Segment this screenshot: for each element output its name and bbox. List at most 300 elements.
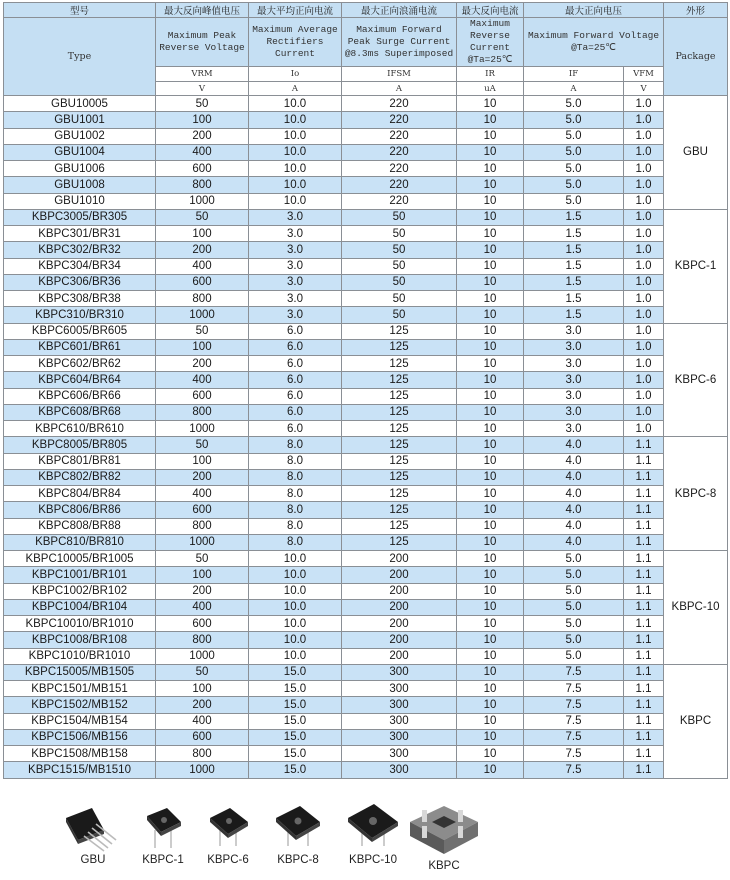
cell-io: 10.0: [249, 193, 342, 209]
package-kbpc: [402, 800, 486, 872]
cell-io: 8.0: [249, 518, 342, 534]
cell-if: 5.0: [524, 112, 624, 128]
cell-io: 3.0: [249, 274, 342, 290]
cell-vfm: 1.1: [624, 534, 664, 550]
table-row: [4, 534, 728, 550]
cell-vrm: 100: [156, 567, 249, 583]
cell-type: KBPC1010/BR1010: [4, 648, 156, 664]
table-row: [4, 161, 728, 177]
cell-if: 5.0: [524, 583, 624, 599]
cell-vfm: 1.0: [624, 372, 664, 388]
cell-ir: 10: [457, 404, 524, 420]
cell-ifsm: 200: [342, 616, 457, 632]
cell-type: KBPC1502/MB152: [4, 697, 156, 713]
cell-vrm: 1000: [156, 307, 249, 323]
cell-vrm: 200: [156, 469, 249, 485]
table-row: [4, 193, 728, 209]
package-kbpc-6: [198, 800, 258, 866]
table-row: [4, 551, 728, 567]
cell-ir: 10: [457, 534, 524, 550]
cell-if: 5.0: [524, 96, 624, 112]
spec-table: [3, 2, 728, 779]
cell-vrm: 200: [156, 242, 249, 258]
cell-if: 7.5: [524, 681, 624, 697]
cell-ifsm: 125: [342, 469, 457, 485]
cell-ir: 10: [457, 209, 524, 225]
cell-if: 1.5: [524, 209, 624, 225]
cell-ir: 10: [457, 177, 524, 193]
symbol-vfm: VFM: [624, 67, 664, 82]
cell-io: 10.0: [249, 112, 342, 128]
cell-vrm: 800: [156, 404, 249, 420]
table-row: [4, 648, 728, 664]
cell-type: KBPC306/BR36: [4, 274, 156, 290]
cell-type: KBPC6005/BR605: [4, 323, 156, 339]
table-row: [4, 323, 728, 339]
cell-vfm: 1.1: [624, 518, 664, 534]
cell-ifsm: 50: [342, 242, 457, 258]
package-label-kbpc: KBPC: [428, 860, 460, 872]
header-cn-ifsm: 最大正向浪涌电流: [342, 3, 457, 18]
cell-if: 3.0: [524, 372, 624, 388]
table-row: [4, 616, 728, 632]
cell-vrm: 200: [156, 697, 249, 713]
cell-ir: 10: [457, 762, 524, 778]
cell-if: 5.0: [524, 177, 624, 193]
cell-ir: 10: [457, 193, 524, 209]
cell-vrm: 100: [156, 226, 249, 242]
cell-type: KBPC606/BR66: [4, 388, 156, 404]
cell-type: KBPC1001/BR101: [4, 567, 156, 583]
cell-ifsm: 220: [342, 144, 457, 160]
cell-io: 15.0: [249, 729, 342, 745]
cell-io: 10.0: [249, 177, 342, 193]
cell-type: KBPC610/BR610: [4, 421, 156, 437]
cell-ir: 10: [457, 729, 524, 745]
cell-if: 5.0: [524, 161, 624, 177]
table-row: [4, 128, 728, 144]
cell-vfm: 1.1: [624, 713, 664, 729]
cell-io: 3.0: [249, 209, 342, 225]
table-row: [4, 599, 728, 615]
cell-vfm: 1.1: [624, 567, 664, 583]
cell-io: 10.0: [249, 128, 342, 144]
cell-ir: 10: [457, 583, 524, 599]
gbu-package-icon: [58, 800, 128, 852]
table-row: [4, 632, 728, 648]
cell-ir: 10: [457, 307, 524, 323]
cell-ifsm: 50: [342, 291, 457, 307]
cell-ifsm: 125: [342, 502, 457, 518]
cell-package: KBPC-8: [664, 437, 728, 551]
table-row: [4, 177, 728, 193]
cell-vfm: 1.1: [624, 632, 664, 648]
cell-ir: 10: [457, 291, 524, 307]
cell-ifsm: 125: [342, 388, 457, 404]
cell-vfm: 1.0: [624, 339, 664, 355]
cell-vrm: 1000: [156, 762, 249, 778]
package-gbu: [58, 800, 128, 866]
cell-ifsm: 125: [342, 437, 457, 453]
cell-ir: 10: [457, 697, 524, 713]
cell-vfm: 1.0: [624, 242, 664, 258]
cell-io: 10.0: [249, 616, 342, 632]
cell-if: 5.0: [524, 567, 624, 583]
cell-ifsm: 125: [342, 486, 457, 502]
table-row: [4, 762, 728, 778]
package-label-kbpc-8: KBPC-8: [277, 854, 319, 866]
cell-ir: 10: [457, 453, 524, 469]
package-label-kbpc-1: KBPC-1: [142, 854, 184, 866]
package-kbpc-1: [133, 800, 193, 866]
cell-package: KBPC-10: [664, 551, 728, 665]
header-io: Maximum Average Rectifiers Current: [249, 18, 342, 67]
cell-vfm: 1.1: [624, 762, 664, 778]
cell-if: 4.0: [524, 453, 624, 469]
cell-if: 5.0: [524, 128, 624, 144]
cell-ifsm: 125: [342, 404, 457, 420]
cell-vrm: 50: [156, 209, 249, 225]
cell-ifsm: 200: [342, 567, 457, 583]
cell-type: KBPC810/BR810: [4, 534, 156, 550]
cell-vrm: 400: [156, 486, 249, 502]
cell-vrm: 400: [156, 258, 249, 274]
table-row: [4, 502, 728, 518]
cell-io: 6.0: [249, 404, 342, 420]
cell-vrm: 800: [156, 518, 249, 534]
cell-vfm: 1.1: [624, 681, 664, 697]
cell-ifsm: 200: [342, 583, 457, 599]
cell-type: GBU10005: [4, 96, 156, 112]
cell-ifsm: 125: [342, 339, 457, 355]
cell-ir: 10: [457, 551, 524, 567]
cell-ifsm: 50: [342, 209, 457, 225]
cell-if: 5.0: [524, 144, 624, 160]
cell-vfm: 1.1: [624, 746, 664, 762]
cell-vfm: 1.0: [624, 177, 664, 193]
cell-ifsm: 125: [342, 518, 457, 534]
cell-vrm: 600: [156, 616, 249, 632]
cell-ifsm: 50: [342, 307, 457, 323]
cell-if: 3.0: [524, 339, 624, 355]
cell-type: KBPC1515/MB1510: [4, 762, 156, 778]
cell-vfm: 1.1: [624, 599, 664, 615]
table-row: [4, 486, 728, 502]
cell-type: KBPC304/BR34: [4, 258, 156, 274]
cell-vfm: 1.1: [624, 469, 664, 485]
cell-ifsm: 125: [342, 453, 457, 469]
cell-if: 7.5: [524, 729, 624, 745]
cell-vfm: 1.1: [624, 437, 664, 453]
cell-vrm: 800: [156, 291, 249, 307]
table-row: [4, 583, 728, 599]
cell-ifsm: 300: [342, 681, 457, 697]
table-row: [4, 404, 728, 420]
cell-type: KBPC1008/BR108: [4, 632, 156, 648]
cell-type: GBU1008: [4, 177, 156, 193]
cell-ifsm: 300: [342, 664, 457, 680]
table-row: [4, 209, 728, 225]
cell-if: 1.5: [524, 242, 624, 258]
cell-vfm: 1.1: [624, 583, 664, 599]
cell-vrm: 50: [156, 551, 249, 567]
cell-io: 10.0: [249, 599, 342, 615]
cell-io: 8.0: [249, 437, 342, 453]
symbol-vrm: VRM: [156, 67, 249, 82]
package-kbpc-10: [340, 800, 406, 866]
cell-io: 6.0: [249, 421, 342, 437]
cell-ifsm: 50: [342, 274, 457, 290]
cell-vrm: 100: [156, 453, 249, 469]
cell-vrm: 800: [156, 746, 249, 762]
cell-ifsm: 125: [342, 421, 457, 437]
table-row: [4, 469, 728, 485]
cell-io: 8.0: [249, 469, 342, 485]
package-label-kbpc-10: KBPC-10: [349, 854, 397, 866]
cell-vfm: 1.0: [624, 128, 664, 144]
cell-type: KBPC3005/BR305: [4, 209, 156, 225]
cell-type: KBPC608/BR68: [4, 404, 156, 420]
cell-type: KBPC1004/BR104: [4, 599, 156, 615]
cell-ir: 10: [457, 258, 524, 274]
cell-type: GBU1002: [4, 128, 156, 144]
cell-if: 5.0: [524, 632, 624, 648]
header-cn-vf: 最大正向电压: [524, 3, 664, 18]
unit-vfm: V: [624, 82, 664, 96]
cell-package: KBPC-1: [664, 209, 728, 323]
cell-ifsm: 125: [342, 323, 457, 339]
cell-ir: 10: [457, 372, 524, 388]
table-row: [4, 291, 728, 307]
symbol-ir: IR: [457, 67, 524, 82]
table-row: [4, 307, 728, 323]
cell-if: 7.5: [524, 762, 624, 778]
cell-vfm: 1.1: [624, 616, 664, 632]
cell-type: KBPC806/BR86: [4, 502, 156, 518]
table-row: [4, 356, 728, 372]
cell-ifsm: 300: [342, 762, 457, 778]
cell-vrm: 50: [156, 437, 249, 453]
kbpc-8-package-icon: [266, 800, 330, 852]
cell-ifsm: 300: [342, 746, 457, 762]
cell-type: KBPC15005/MB1505: [4, 664, 156, 680]
cell-ir: 10: [457, 339, 524, 355]
cell-vrm: 100: [156, 681, 249, 697]
cell-type: KBPC8005/BR805: [4, 437, 156, 453]
cell-vrm: 400: [156, 144, 249, 160]
cell-ir: 10: [457, 96, 524, 112]
table-row: [4, 112, 728, 128]
cell-if: 4.0: [524, 502, 624, 518]
header-ifsm: Maximum Forward Peak Surge Current @8.3ms Superimposed: [342, 18, 457, 67]
cell-vfm: 1.0: [624, 226, 664, 242]
unit-ir: uA: [457, 82, 524, 96]
cell-ir: 10: [457, 112, 524, 128]
cell-vfm: 1.0: [624, 404, 664, 420]
header-vf: Maximum Forward Voltage @Ta=25℃: [524, 18, 664, 67]
cell-ir: 10: [457, 616, 524, 632]
cell-vfm: 1.1: [624, 453, 664, 469]
cell-type: KBPC301/BR31: [4, 226, 156, 242]
cell-ifsm: 220: [342, 193, 457, 209]
cell-ifsm: 300: [342, 729, 457, 745]
cell-vfm: 1.0: [624, 112, 664, 128]
cell-io: 3.0: [249, 291, 342, 307]
cell-ir: 10: [457, 144, 524, 160]
cell-type: KBPC804/BR84: [4, 486, 156, 502]
cell-io: 10.0: [249, 632, 342, 648]
cell-if: 3.0: [524, 421, 624, 437]
cell-if: 3.0: [524, 388, 624, 404]
cell-io: 10.0: [249, 648, 342, 664]
cell-ir: 10: [457, 128, 524, 144]
cell-vfm: 1.0: [624, 307, 664, 323]
cell-vfm: 1.1: [624, 697, 664, 713]
cell-ir: 10: [457, 242, 524, 258]
cell-if: 1.5: [524, 226, 624, 242]
header-type: Type: [4, 18, 156, 96]
cell-package: KBPC-6: [664, 323, 728, 437]
cell-ir: 10: [457, 502, 524, 518]
cell-io: 6.0: [249, 339, 342, 355]
cell-if: 3.0: [524, 323, 624, 339]
cell-ir: 10: [457, 599, 524, 615]
cell-type: KBPC604/BR64: [4, 372, 156, 388]
cell-ir: 10: [457, 323, 524, 339]
cell-if: 7.5: [524, 713, 624, 729]
unit-vrm: V: [156, 82, 249, 96]
cell-type: KBPC1504/MB154: [4, 713, 156, 729]
cell-if: 3.0: [524, 356, 624, 372]
header-cn-vrm: 最大反向峰值电压: [156, 3, 249, 18]
cell-vfm: 1.0: [624, 258, 664, 274]
header-cn-package: 外形: [664, 3, 728, 18]
cell-ifsm: 125: [342, 534, 457, 550]
package-kbpc-8: [266, 800, 330, 866]
cell-type: GBU1010: [4, 193, 156, 209]
table-row: [4, 664, 728, 680]
table-row: [4, 567, 728, 583]
cell-if: 5.0: [524, 648, 624, 664]
cell-vfm: 1.0: [624, 291, 664, 307]
cell-ir: 10: [457, 518, 524, 534]
cell-vfm: 1.0: [624, 388, 664, 404]
kbpc-package-icon: [402, 800, 486, 858]
cell-ifsm: 220: [342, 161, 457, 177]
cell-io: 8.0: [249, 502, 342, 518]
cell-vrm: 200: [156, 128, 249, 144]
cell-ifsm: 50: [342, 226, 457, 242]
cell-ifsm: 300: [342, 697, 457, 713]
cell-vrm: 200: [156, 583, 249, 599]
cell-ir: 10: [457, 437, 524, 453]
cell-type: KBPC808/BR88: [4, 518, 156, 534]
cell-vrm: 50: [156, 323, 249, 339]
cell-vrm: 400: [156, 713, 249, 729]
cell-ifsm: 125: [342, 356, 457, 372]
cell-vfm: 1.1: [624, 551, 664, 567]
cell-ifsm: 200: [342, 648, 457, 664]
cell-vfm: 1.0: [624, 193, 664, 209]
cell-type: KBPC1508/MB158: [4, 746, 156, 762]
cell-vrm: 100: [156, 112, 249, 128]
rectifier-spec-sheet: [3, 2, 727, 779]
cell-type: KBPC1501/MB151: [4, 681, 156, 697]
header-cn-ir: 最大反向电流: [457, 3, 524, 18]
cell-vfm: 1.0: [624, 144, 664, 160]
cell-if: 5.0: [524, 599, 624, 615]
cell-ifsm: 220: [342, 128, 457, 144]
cell-vfm: 1.0: [624, 161, 664, 177]
cell-io: 6.0: [249, 356, 342, 372]
cell-ifsm: 220: [342, 96, 457, 112]
table-row: [4, 421, 728, 437]
cell-vrm: 800: [156, 632, 249, 648]
cell-ir: 10: [457, 486, 524, 502]
cell-io: 3.0: [249, 258, 342, 274]
cell-vfm: 1.1: [624, 502, 664, 518]
header-package: Package: [664, 18, 728, 96]
cell-io: 6.0: [249, 372, 342, 388]
table-row: [4, 372, 728, 388]
table-row: [4, 729, 728, 745]
cell-type: KBPC801/BR81: [4, 453, 156, 469]
cell-type: KBPC308/BR38: [4, 291, 156, 307]
table-row: [4, 681, 728, 697]
cell-vfm: 1.1: [624, 664, 664, 680]
unit-ifsm: A: [342, 82, 457, 96]
cell-vfm: 1.0: [624, 274, 664, 290]
cell-ir: 10: [457, 356, 524, 372]
cell-if: 4.0: [524, 469, 624, 485]
header-cn-type: 型号: [4, 3, 156, 18]
table-row: [4, 713, 728, 729]
cell-io: 10.0: [249, 96, 342, 112]
cell-io: 10.0: [249, 551, 342, 567]
header-vrm: Maximum Peak Reverse Voltage: [156, 18, 249, 67]
table-row: [4, 453, 728, 469]
cell-ifsm: 200: [342, 632, 457, 648]
cell-if: 7.5: [524, 697, 624, 713]
cell-ir: 10: [457, 713, 524, 729]
cell-ir: 10: [457, 274, 524, 290]
cell-vrm: 1000: [156, 421, 249, 437]
cell-io: 15.0: [249, 697, 342, 713]
cell-ir: 10: [457, 664, 524, 680]
cell-io: 15.0: [249, 681, 342, 697]
symbol-if: IF: [524, 67, 624, 82]
cell-if: 1.5: [524, 274, 624, 290]
cell-if: 5.0: [524, 193, 624, 209]
cell-type: KBPC601/BR61: [4, 339, 156, 355]
cell-vfm: 1.0: [624, 421, 664, 437]
cell-vfm: 1.1: [624, 648, 664, 664]
cell-ir: 10: [457, 681, 524, 697]
cell-ifsm: 200: [342, 599, 457, 615]
cell-if: 1.5: [524, 258, 624, 274]
header-row-chinese: [4, 3, 728, 18]
table-row: [4, 437, 728, 453]
cell-type: KBPC602/BR62: [4, 356, 156, 372]
cell-if: 4.0: [524, 534, 624, 550]
cell-vrm: 1000: [156, 648, 249, 664]
cell-ir: 10: [457, 388, 524, 404]
package-label-gbu: GBU: [80, 854, 106, 866]
cell-io: 10.0: [249, 567, 342, 583]
cell-io: 8.0: [249, 453, 342, 469]
cell-ifsm: 220: [342, 112, 457, 128]
cell-vrm: 600: [156, 161, 249, 177]
